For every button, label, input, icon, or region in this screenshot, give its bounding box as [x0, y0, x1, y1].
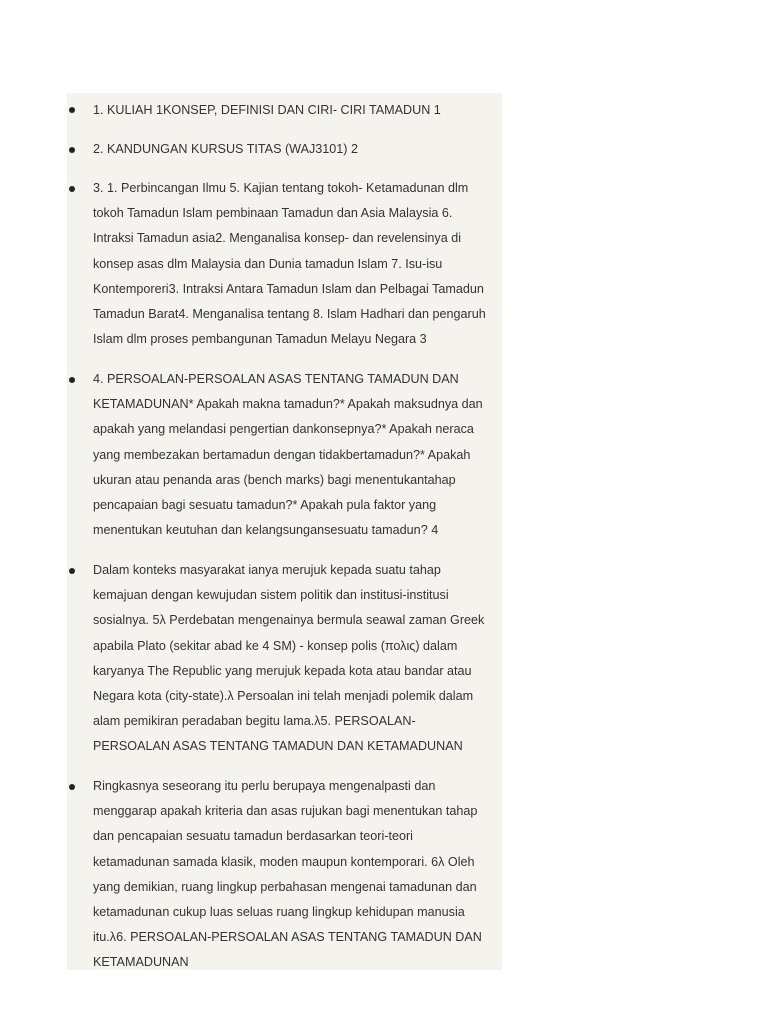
list-item-text: 4. PERSOALAN-PERSOALAN ASAS TENTANG TAMADUN DAN KETAMADUNAN* Apakah makna tamadun?* Apakah maksudnya dan apakah yang melandasi pengertian dankonsepnya?* Apakah neraca yang membezakan bertamadun dengan tidakbertamadun?* Apakah ukuran atau penanda aras (bench marks) bagi menentukantahap pencapaian bagi sesuatu tamadun?* Apakah pula faktor yang menentukan keutuhan dan kelangsungansesuatu tamadun? 4	[93, 372, 483, 538]
list-item-text: 2. KANDUNGAN KURSUS TITAS (WAJ3101) 2	[93, 142, 358, 156]
list-item-text: 1. KULIAH 1KONSEP, DEFINISI DAN CIRI- CIRI TAMADUN 1	[93, 103, 441, 117]
bullet-icon	[69, 377, 75, 383]
bullet-icon	[69, 186, 75, 192]
list-item-text: Ringkasnya seseorang itu perlu berupaya mengenalpasti dan menggarap apakah kriteria dan asas rujukan bagi menentukan tahap dan pencapaian sesuatu tamadun berdasarkan teori-teori ketamadunan samada klasik, moden maupun kontemporari. 6λ Oleh yang demikian, ruang lingkup perbahasan mengenai tamadunan dan ketamadunan cukup luas seluas ruang lingkup kehidupan manusia itu.λ6. PERSOALAN-PERSOALAN ASAS TENTANG TAMADUN DAN KETAMADUNAN	[93, 779, 482, 970]
list-item-text: Dalam konteks masyarakat ianya merujuk kepada suatu tahap kemajuan dengan kewujudan sistem politik dan institusi-institusi sosialnya. 5λ Perdebatan mengenainya bermula seawal zaman Greek apabila Plato (sekitar abad ke 4 SM) - konsep polis (πολις) dalam karyanya The Republic yang merujuk kepada kota atau bandar atau Negara kota (city-state).λ Persoalan ini telah menjadi polemik dalam alam pemikiran peradaban begitu lama.λ5. PERSOALAN- PERSOALAN ASAS TENTANG TAMADUN DAN KETAMADUNAN	[93, 563, 485, 754]
bullet-icon	[69, 147, 75, 153]
bullet-icon	[69, 107, 75, 113]
bullet-icon	[69, 784, 75, 790]
bullet-icon	[69, 568, 75, 574]
list-item-text: 3. 1. Perbincangan Ilmu 5. Kajian tentang tokoh- Ketamadunan dlm tokoh Tamadun Islam pembinaan Tamadun dan Asia Malaysia 6. Intraksi Tamadun asia2. Menganalisa konsep- dan revelensinya di konsep asas dlm Malaysia dan Dunia tamadun Islam 7. Isu-isu Kontemporeri3. Intraksi Antara Tamadun Islam dan Pelbagai Tamadun Tamadun Barat4. Menganalisa tentang 8. Islam Hadhari dan pengaruh Islam dlm proses pembangunan Tamadun Melayu Negara 3	[93, 181, 486, 347]
